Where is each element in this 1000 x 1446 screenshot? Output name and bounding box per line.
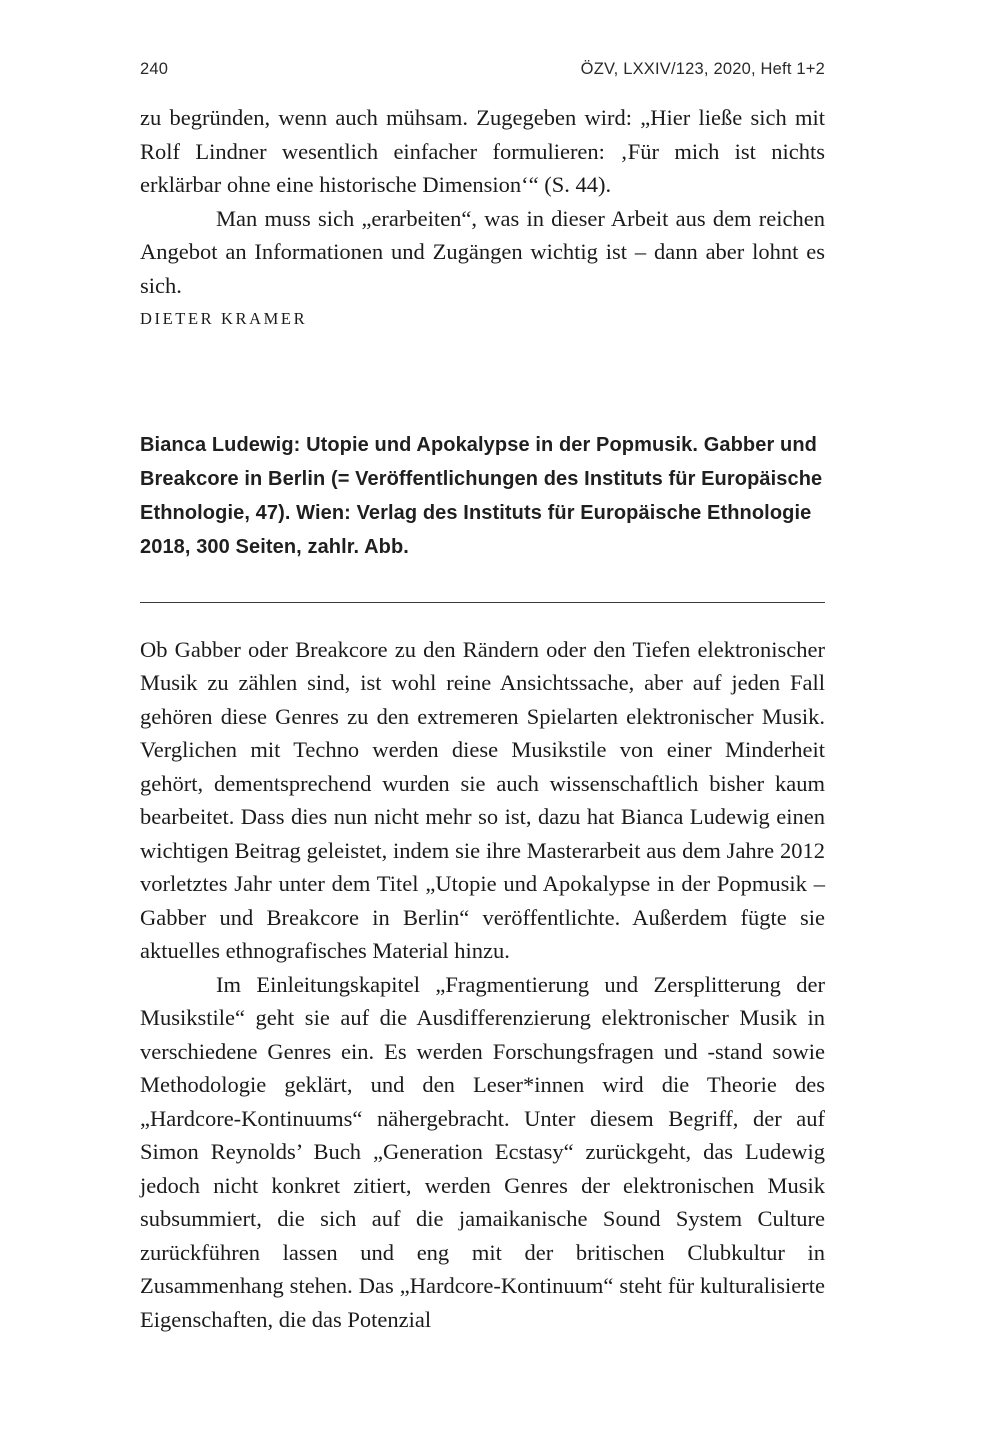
page-header xyxy=(140,60,825,79)
review-body xyxy=(140,633,825,1337)
previous-review-end xyxy=(140,101,825,336)
paragraph: Man muss sich „erarbeiten“, was in dieser Arbeit aus dem reichen Angebot an Informationen und Zugängen wichtig ist – dann aber lohnt es sich. xyxy=(140,205,825,298)
text-column xyxy=(140,60,825,1336)
paragraph: Ob Gabber oder Breakcore zu den Rändern oder den Tiefen elektronischer Musik zu zählen sind, ist wohl reine Ansichtssache, aber auf jeden Fall gehören diese Genres zu den extremeren Spielarten elektronischer Musik. Verglichen mit Techno werden diese Musikstile von einer Minderheit gehört, dementsprechend wurden sie auch wissenschaftlich bisher kaum bearbeitet. Dass dies nun nicht mehr so ist, dazu hat Bianca Ludewig einen wichtigen Beitrag geleistet, indem sie ihre Masterarbeit aus dem Jahre 2012 vorletztes Jahr unter dem Titel „Utopie und Apokalypse in der Popmusik – Gabber und Breakcore in Berlin“ veröffentlichte. Außerdem fügte sie aktuelles ethnografisches Material hinzu. xyxy=(140,636,825,963)
journal-reference: ÖZV, LXXIV/123, 2020, Heft 1+2 xyxy=(580,60,825,78)
paragraph: Im Einleitungskapitel „Fragmentierung und Zersplitterung der Musikstile“ geht sie auf die Ausdifferenzierung elektronischer Musik in verschiedene Genres ein. Es werden Forschungsfragen und -stand sowie Methodologie geklärt, und den Leser*innen wird die Theorie des „Hardcore-Kontinuums“ nähergebracht. Unter diesem Begriff, der auf Simon Reynolds’ Buch „Generation Ecstasy“ zurückgeht, das Ludewig jedoch nicht konkret zitiert, werden Genres der elektronischen Musik subsummiert, die sich auf die jamaikanische Sound System Culture zurückführen lassen und eng mit der britischen Clubkultur in Zusammenhang stehen. Das „Hardcore-Kontinuum“ steht für kulturalisierte Eigenschaften, die das Potenzial xyxy=(140,971,825,1332)
review-author: DIETER KRAMER xyxy=(140,309,308,328)
separator-rule xyxy=(140,602,825,603)
paragraph-continuation: zu begründen, wenn auch mühsam. Zugegeben wird: „Hier ließe sich mit Rolf Lindner wesentlich einfacher formulieren: ‚Für mich ist nichts erklärbar ohne eine historische Dimension‘“ (S. 44). xyxy=(140,105,825,197)
review-heading: Bianca Ludewig: Utopie und Apokalypse in der Popmusik. Gabber und Breakcore in Berlin (= Veröffentlichungen des Instituts für Europäische Ethnologie, 47). Wien: Verlag des Instituts für Europäische Ethnologie 2018, 300 Seiten, zahlr. Abb. xyxy=(140,433,823,558)
page-number: 240 xyxy=(140,60,169,78)
